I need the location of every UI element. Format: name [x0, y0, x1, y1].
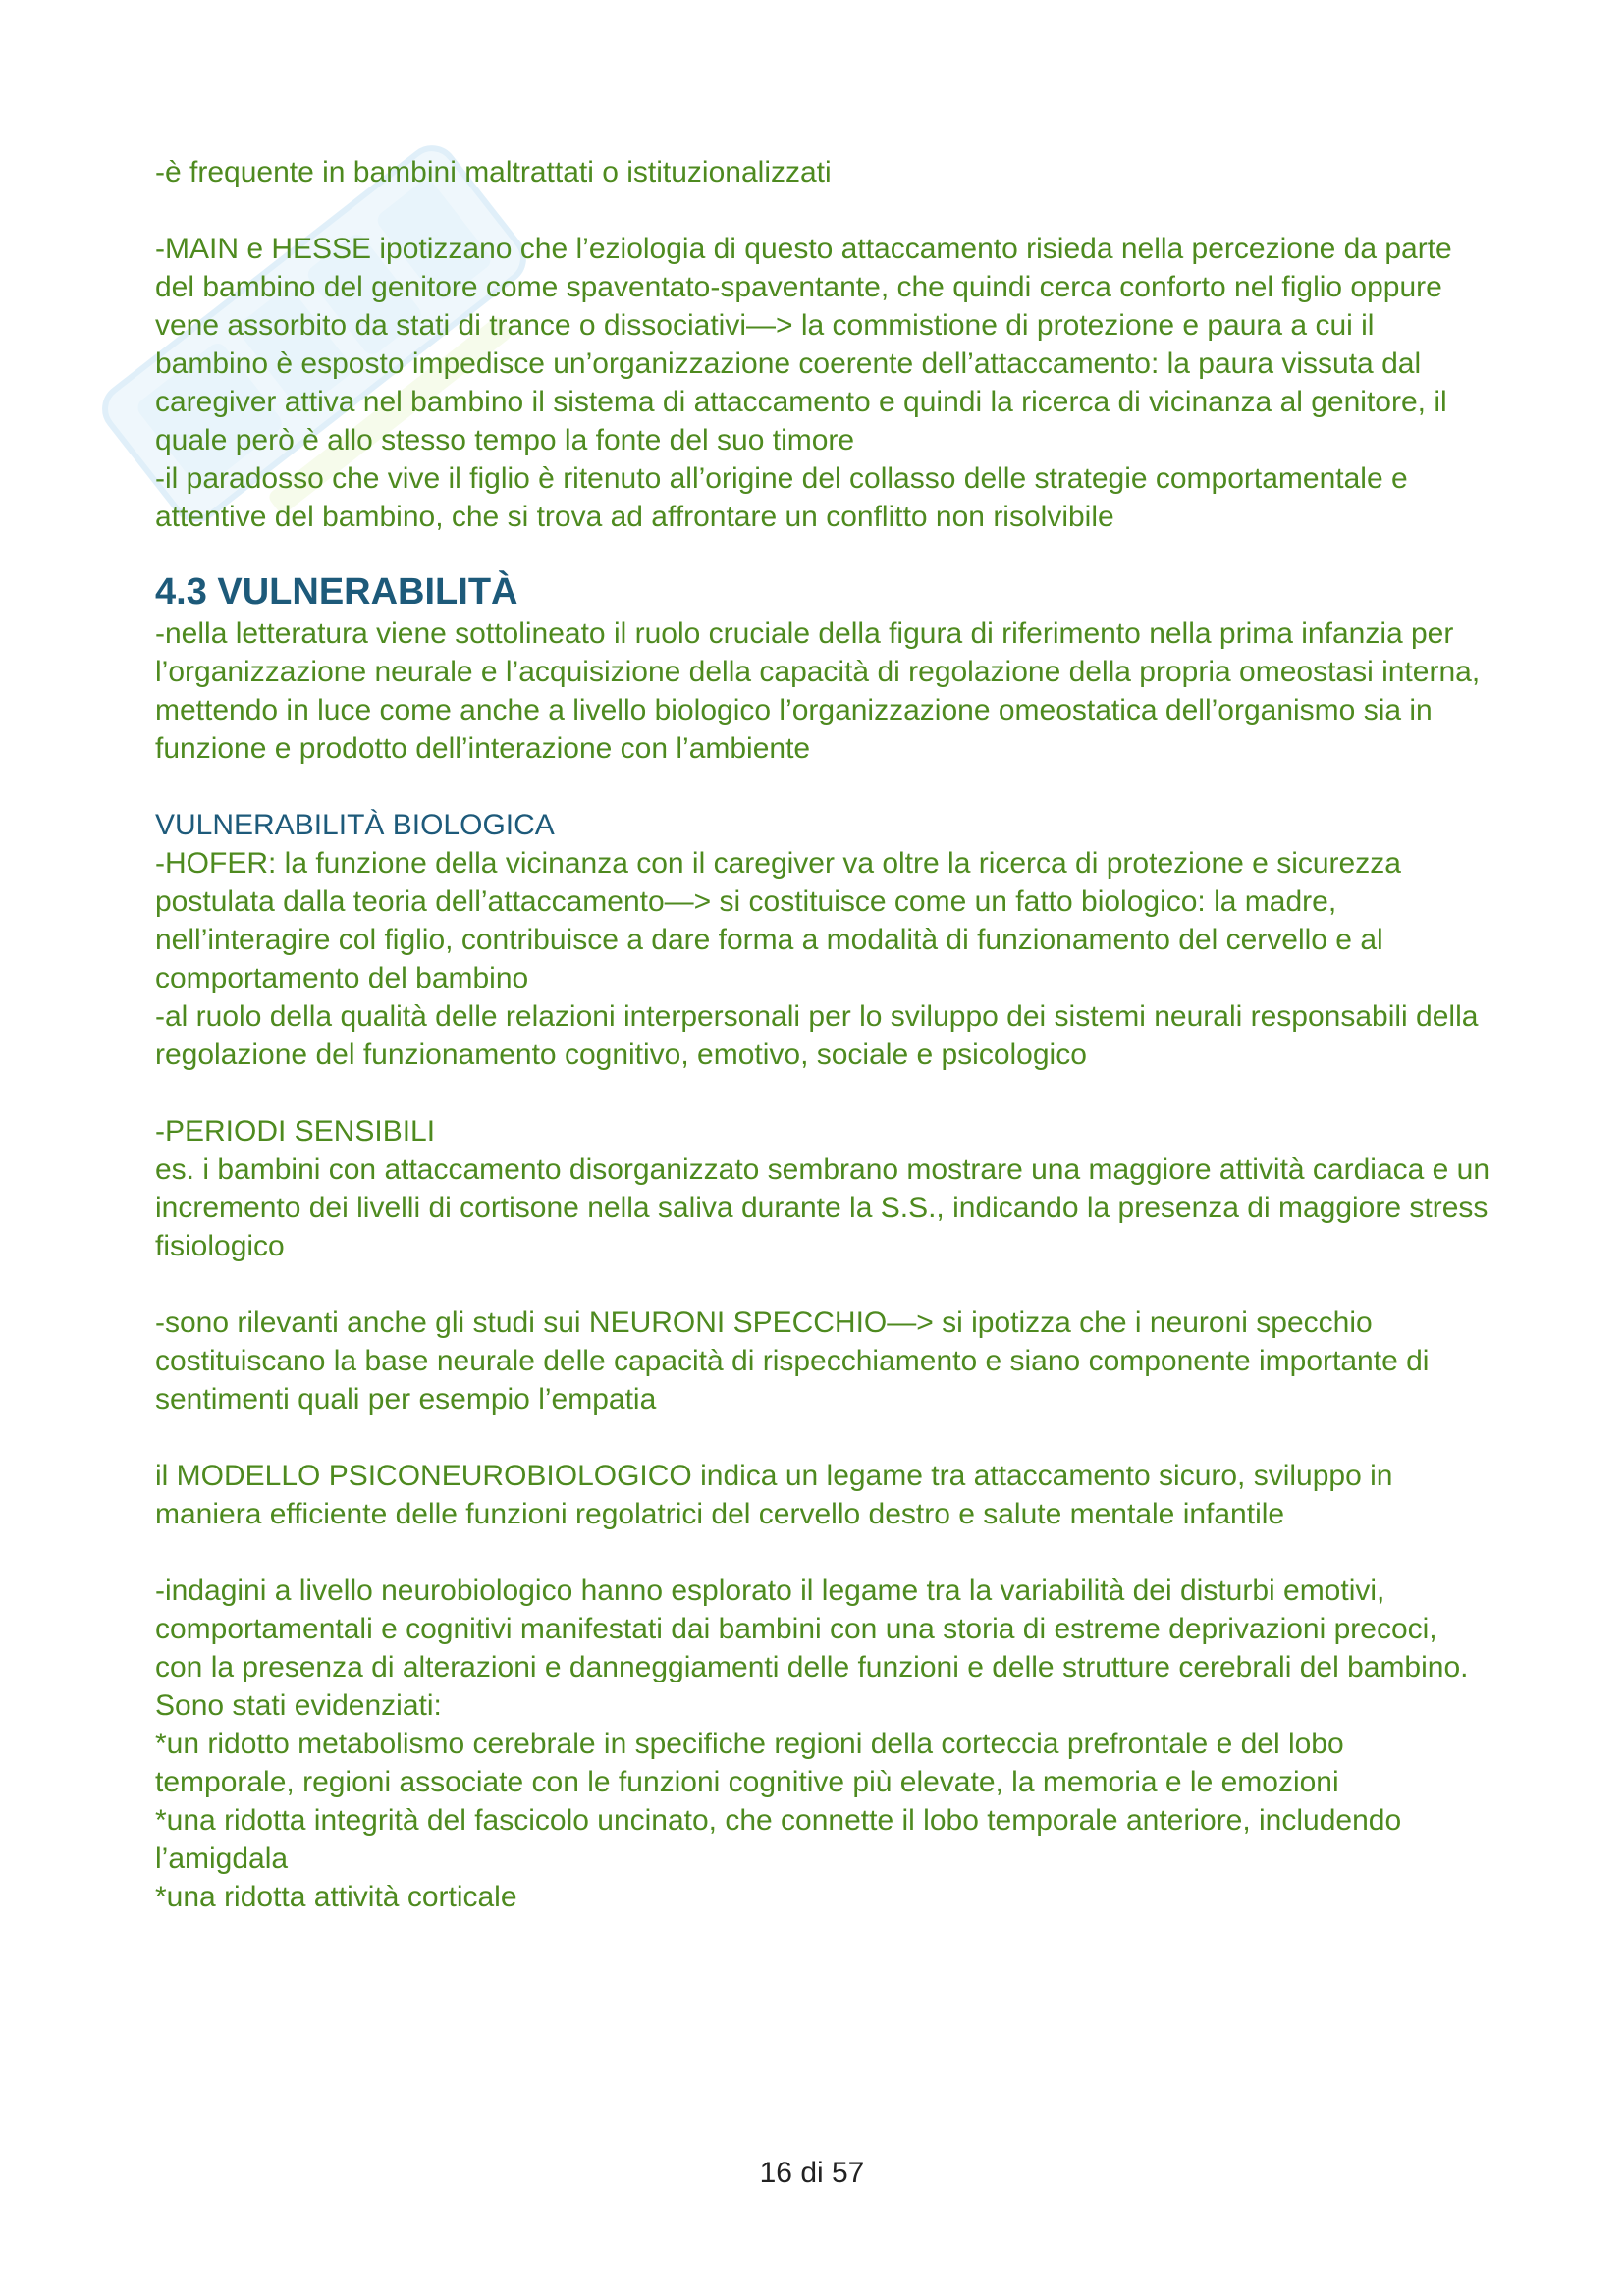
- finding-item: *un ridotto metabolismo cerebrale in specifiche regioni della corteccia prefrontale e del lobo temporale, regioni associate con le funzioni cognitive più elevate, la memoria e le emozioni: [155, 1728, 1344, 1798]
- finding-item: *una ridotta integrità del fascicolo uncinato, che connette il lobo temporale anteriore, includendo l’amigdala: [155, 1804, 1402, 1875]
- subheading-biological-vulnerability: VULNERABILITÀ BIOLOGICA: [155, 809, 555, 841]
- document-body: [155, 153, 1490, 1916]
- paragraph-hofer: -HOFER: la funzione della vicinanza con il caregiver va oltre la ricerca di protezione e sicurezza postulata dalla teoria dell’attaccamento—> si costituisce come un fatto biologico: la madre, nell’interagire col figlio, contribuisce a dare forma a modalità di funzionamento del cervello e al comportamento del bambino: [155, 847, 1401, 994]
- paragraph-mirror-neurons: -sono rilevanti anche gli studi sui NEURONI SPECCHIO—> si ipotizza che i neuroni specchio costituiscano la base neurale delle capacità di rispecchiamento e siano componente importante di sentimenti quali per esempio l’empatia: [155, 1307, 1430, 1415]
- paragraph-main-hesse: -MAIN e HESSE ipotizzano che l’eziologia di questo attaccamento risieda nella percezione da parte del bambino del genitore come spaventato-spaventante, che quindi cerca conforto nel figlio oppure vene assorbito da stati di trance o dissociativi—> la commistione di protezione e paura a cui il bambino è esposto impedisce un’organizzazione coerente dell’attaccamento: la paura vissuta dal caregiver attiva nel bambino il sistema di attaccamento e quindi la ricerca di vicinanza al genitore, il quale però è allo stesso tempo la fonte del suo timore: [155, 233, 1452, 456]
- periods-title: -PERIODI SENSIBILI: [155, 1115, 436, 1148]
- paragraph-periods: es. i bambini con attaccamento disorganizzato sembrano mostrare una maggiore attività cardiaca e un incremento dei livelli di cortisone nella saliva durante la S.S., indicando la presenza di maggiore stress fisiologico: [155, 1153, 1490, 1262]
- paragraph-paradox: -il paradosso che vive il figlio è ritenuto all’origine del collasso delle strategie comportamentale e attentive del bambino, che si trova ad affrontare un conflitto non risolvibile: [155, 462, 1408, 533]
- finding-item: *una ridotta attività corticale: [155, 1881, 517, 1913]
- paragraph-investigations: -indagini a livello neurobiologico hanno esplorato il legame tra la variabilità dei disturbi emotivi, comportamentali e cognitivi manifestati dai bambini con una storia di estreme deprivazioni precoci, con la presenza di alterazioni e danneggiamenti delle funzioni e delle strutture cerebrali del bambino. Sono stati evidenziati:: [155, 1575, 1469, 1722]
- paragraph-frequency: -è frequente in bambini maltrattati o istituzionalizzati: [155, 156, 832, 188]
- paragraph-section-intro: -nella letteratura viene sottolineato il ruolo cruciale della figura di riferimento nella prima infanzia per l’organizzazione neurale e l’acquisizione della capacità di regolazione della propria omeostasi interna, mettendo in luce come anche a livello biologico l’organizzazione omeostatica dell’organismo sia in funzione e prodotto dell’interazione con l’ambiente: [155, 617, 1481, 765]
- paragraph-role: -al ruolo della qualità delle relazioni interpersonali per lo sviluppo dei sistemi neurali responsabili della regolazione del funzionamento cognitivo, emotivo, sociale e psicologico: [155, 1000, 1479, 1071]
- paragraph-model: il MODELLO PSICONEUROBIOLOGICO indica un legame tra attaccamento sicuro, sviluppo in maniera efficiente delle funzioni regolatrici del cervello destro e salute mentale infantile: [155, 1460, 1393, 1530]
- section-heading: 4.3 VULNERABILITÀ: [155, 571, 518, 613]
- page-number: 16 di 57: [759, 2157, 865, 2189]
